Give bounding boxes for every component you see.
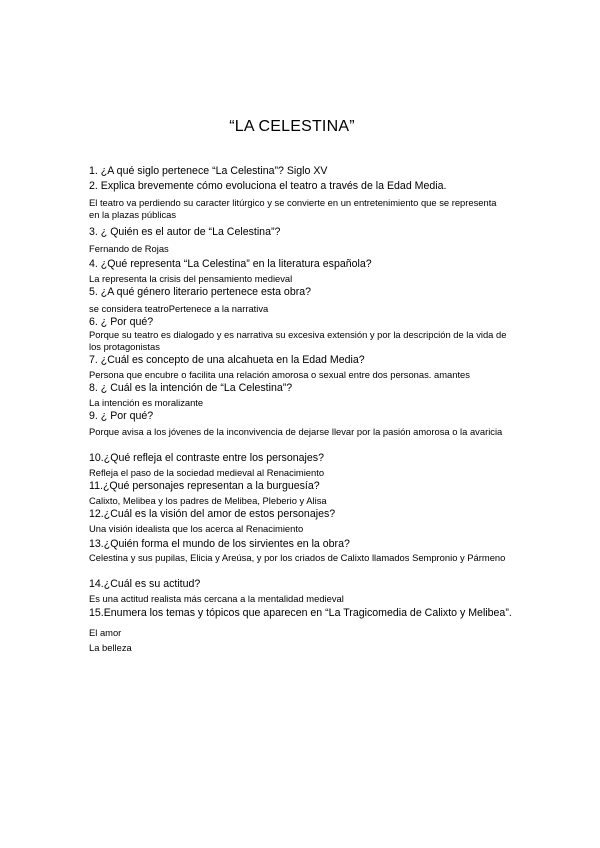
question-14: 14.¿Cuál es su actitud? xyxy=(89,578,201,590)
document-title: “LA CELESTINA” xyxy=(229,118,355,135)
answer-9: Porque avisa a los jóvenes de la inconvivencia de dejarse llevar por la pasión amorosa o la avaricia xyxy=(89,426,503,437)
answer-15-item-2: La belleza xyxy=(89,642,132,653)
question-7: 7. ¿Cuál es concepto de una alcahueta en la Edad Media? xyxy=(89,354,365,366)
question-9: 9. ¿ Por qué? xyxy=(89,410,154,422)
question-1: 1. ¿A qué siglo pertenece “La Celestina”? Siglo XV xyxy=(89,165,328,177)
answer-3: Fernando de Rojas xyxy=(89,243,169,254)
answer-11: Calixto, Melibea y los padres de Melibea, Pleberio y Alisa xyxy=(89,495,327,506)
answer-15-item-1: El amor xyxy=(89,627,122,638)
question-2: 2. Explica brevemente cómo evoluciona el teatro a través de la Edad Media. xyxy=(89,180,447,192)
question-5: 5. ¿A qué género literario pertenece esta obra? xyxy=(89,286,312,298)
answer-13: Celestina y sus pupilas, Elicia y Areúsa, y por los criados de Calixto llamados Sempronio y Pármeno xyxy=(89,552,506,563)
answer-5: se considera teatroPertenece a la narrativa xyxy=(89,303,269,314)
question-8: 8. ¿ Cuál es la intención de “La Celestina”? xyxy=(89,382,293,394)
answer-4: La representa la crisis del pensamiento medieval xyxy=(89,273,293,284)
question-4: 4. ¿Qué representa “La Celestina” en la literatura española? xyxy=(89,258,372,270)
answer-14: Es una actitud realista más cercana a la mentalidad medieval xyxy=(89,593,344,604)
answer-12: Una visión idealista que los acerca al Renacimiento xyxy=(89,523,304,534)
answer-7: Persona que encubre o facilita una relación amorosa o sexual entre dos personas. amantes xyxy=(89,369,470,380)
question-6: 6. ¿ Por qué? xyxy=(89,316,154,328)
question-11: 11.¿Qué personajes representan a la burguesía? xyxy=(89,480,320,492)
question-15: 15.Enumera los temas y tópicos que aparecen en “La Tragicomedia de Calixto y Melibea”. xyxy=(89,607,512,619)
question-13: 13.¿Quién forma el mundo de los sirvientes en la obra? xyxy=(89,538,350,550)
question-12: 12.¿Cuál es la visión del amor de estos personajes? xyxy=(89,508,336,520)
answer-2: El teatro va perdiendo su caracter litúrgico y se convierte en un entretenimiento que se representa en la plazas públicas xyxy=(89,197,497,220)
answer-6: Porque su teatro es dialogado y es narrativa su excesiva extensión y por la descripción de la vida de los protagonistas xyxy=(89,329,507,352)
answer-10: Refleja el paso de la sociedad medieval al Renacimiento xyxy=(89,467,325,478)
question-10: 10.¿Qué refleja el contraste entre los personajes? xyxy=(89,452,324,464)
answer-8: La intención es moralizante xyxy=(89,397,204,408)
question-3: 3. ¿ Quién es el autor de “La Celestina”? xyxy=(89,226,281,238)
